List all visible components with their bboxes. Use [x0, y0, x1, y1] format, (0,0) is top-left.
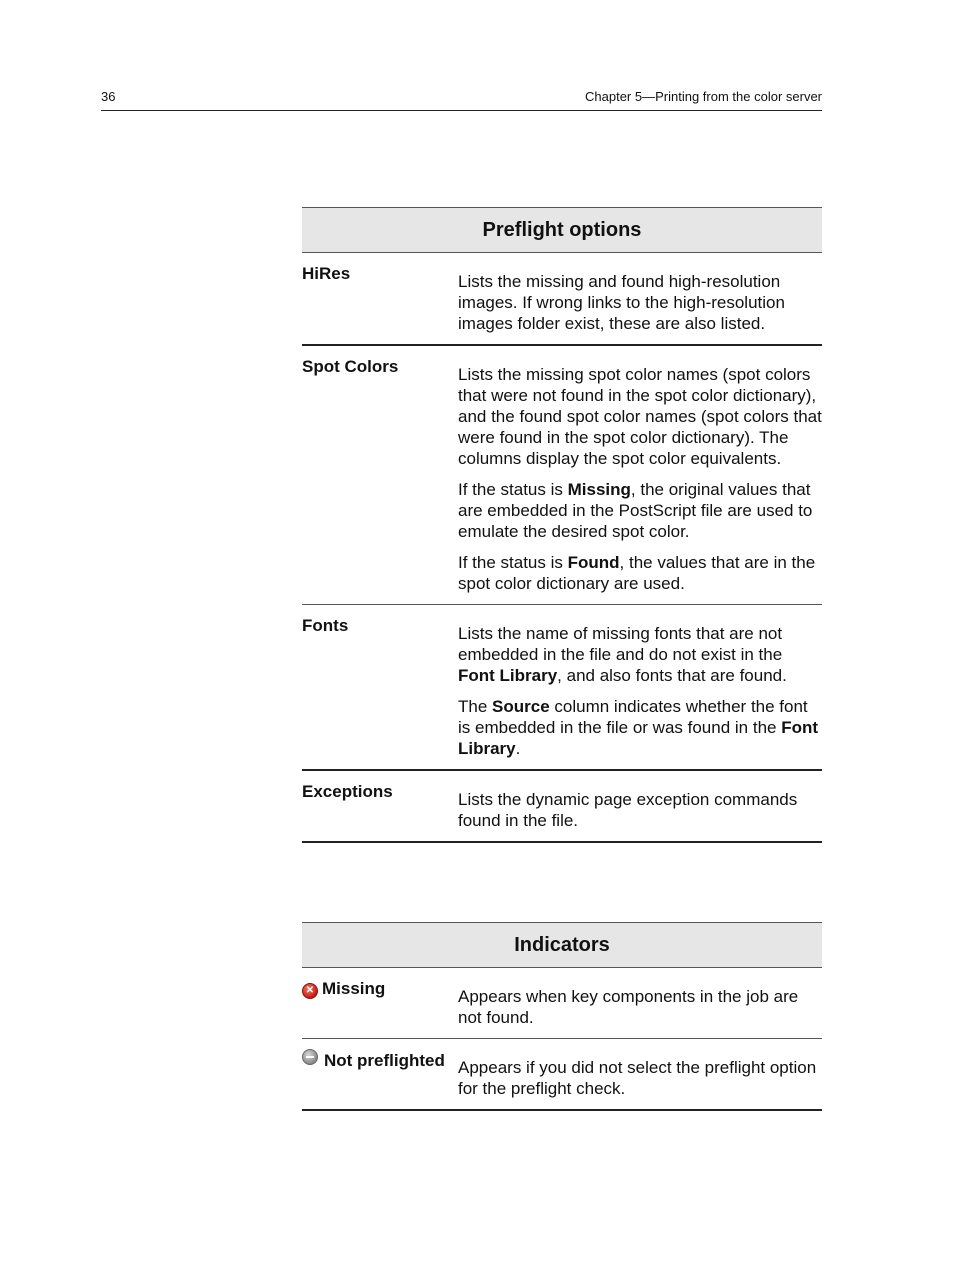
- missing-icon: ✕: [302, 983, 318, 999]
- table-heading: Preflight options: [302, 207, 822, 253]
- text-run: Appears if you did not select the preflight option for the preflight check.: [458, 1058, 817, 1098]
- row-description: [458, 605, 822, 769]
- row-description: [458, 253, 822, 344]
- row-term: Fonts: [302, 616, 349, 635]
- table-row-hires: [302, 253, 822, 346]
- table-heading: Indicators: [302, 922, 822, 968]
- table-row-not-preflighted: [302, 1039, 822, 1111]
- row-term: Spot Colors: [302, 357, 399, 376]
- row-term: [302, 1039, 458, 1109]
- text-run: column indicates whether the font is embedded in the file or was found in the: [458, 697, 808, 737]
- indicators-table: [302, 922, 822, 1111]
- table-row-missing: [302, 968, 822, 1039]
- text-run: Appears when key components in the job are not found.: [458, 987, 799, 1027]
- text-run: , and also fonts that are found.: [557, 666, 787, 685]
- description-paragraph: [458, 364, 822, 469]
- table-row-spot-colors: [302, 346, 822, 605]
- text-run: The: [458, 697, 493, 716]
- row-term-label: Not preflighted: [324, 1051, 445, 1070]
- row-term: HiRes: [302, 264, 351, 283]
- text-run: , the original values that are embedded in the PostScript file are used to emulate the desired spot color.: [458, 480, 813, 541]
- text-run: .: [515, 739, 521, 758]
- bold-term: Found: [567, 553, 620, 572]
- text-run: If the status is: [458, 480, 568, 499]
- text-run: Lists the name of missing fonts that are not embedded in the file and do not exist in the: [458, 624, 783, 664]
- page-header: [101, 87, 822, 111]
- text-run: Lists the missing and found high-resolution images. If wrong links to the high-resolution images folder exist, these are also listed.: [458, 272, 785, 333]
- description-paragraph: [458, 696, 822, 759]
- bold-term: Font Library: [458, 718, 819, 758]
- description-paragraph: [458, 552, 822, 594]
- description-paragraph: [458, 479, 822, 542]
- running-title: Chapter 5—Printing from the color server: [585, 89, 822, 104]
- text-run: Lists the missing spot color names (spot colors that were not found in the spot color dictionary), and the found spot color names (spot colors that were found in the spot color dictionary). The columns display the spot color equivalents.: [458, 365, 822, 468]
- text-run: If the status is: [458, 553, 568, 572]
- row-description: [458, 968, 822, 1038]
- row-term: Exceptions: [302, 782, 393, 801]
- row-description: [458, 1039, 822, 1109]
- table-row-fonts: [302, 605, 822, 771]
- table-row-exceptions: [302, 771, 822, 843]
- description-paragraph: [458, 789, 822, 831]
- bold-term: Font Library: [458, 666, 558, 685]
- bold-term: Missing: [567, 480, 631, 499]
- page-number: 36: [101, 89, 116, 104]
- text-run: Lists the dynamic page exception commands found in the file.: [458, 790, 798, 830]
- text-run: , the values that are in the spot color dictionary are used.: [458, 553, 816, 593]
- row-description: [458, 771, 822, 841]
- not-preflighted-icon: [302, 1049, 318, 1065]
- bold-term: Source: [492, 697, 550, 716]
- row-description: [458, 346, 822, 604]
- row-term-label: Missing: [322, 979, 386, 998]
- description-paragraph: [458, 271, 822, 334]
- description-paragraph: [458, 623, 822, 686]
- row-term: [302, 968, 458, 1038]
- description-paragraph: [458, 986, 822, 1028]
- preflight-options-table: [302, 207, 822, 843]
- description-paragraph: [458, 1057, 822, 1099]
